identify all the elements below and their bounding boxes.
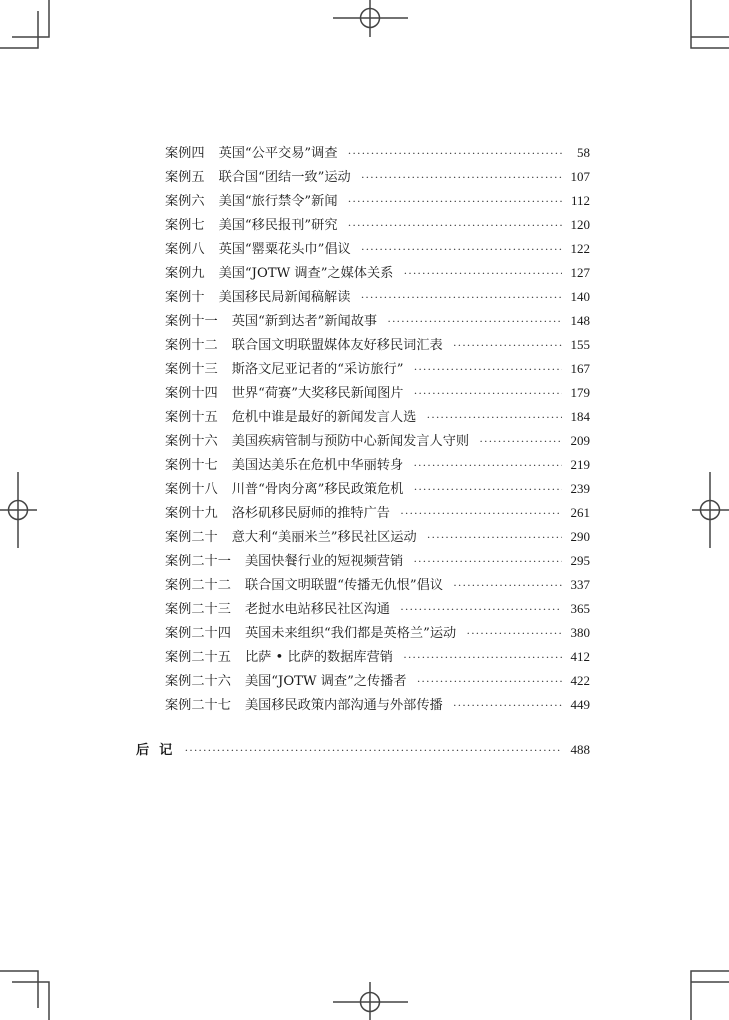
case-number: 案例八 (165, 242, 205, 257)
toc-entry[interactable] (165, 357, 590, 381)
page-number: 365 (570, 601, 590, 616)
toc-entry[interactable] (165, 693, 590, 717)
toc-entry[interactable] (165, 645, 590, 669)
page-number: 184 (570, 409, 590, 424)
page-number: 412 (570, 649, 590, 664)
dot-leader (184, 738, 562, 762)
case-number: 案例十 (165, 290, 205, 305)
dot-leader (426, 405, 562, 429)
case-number: 案例十五 (165, 410, 218, 425)
dot-leader (348, 213, 562, 237)
page-number: 148 (570, 313, 590, 328)
toc-entry[interactable] (165, 405, 590, 429)
page-number: 155 (570, 337, 590, 352)
dot-leader (417, 669, 562, 693)
page-number: 449 (570, 697, 590, 712)
case-title: 美国“移民报刊”研究 (218, 218, 338, 233)
toc-entry[interactable] (165, 237, 590, 261)
dot-leader (466, 621, 562, 645)
dot-leader (427, 525, 562, 549)
page-number: 58 (577, 145, 590, 160)
case-title: 美国快餐行业的短视频营销 (244, 554, 404, 569)
page-number: 209 (570, 433, 590, 448)
case-number: 案例二十六 (165, 674, 231, 689)
toc-entry[interactable] (165, 429, 590, 453)
toc-entry[interactable] (165, 573, 590, 597)
case-title: 斯洛文尼亚记者的“采访旅行” (231, 362, 404, 377)
case-number: 案例十六 (165, 434, 218, 449)
case-title: 世界“荷赛”大奖移民新闻图片 (231, 386, 404, 401)
dot-leader (400, 501, 562, 525)
case-title: 危机中谁是最好的新闻发言人选 (231, 410, 417, 425)
case-number: 案例九 (165, 266, 205, 281)
case-number: 案例七 (165, 218, 205, 233)
case-title: 洛杉矶移民厨师的推特广告 (231, 506, 390, 521)
case-title: 英国“罂粟花头巾”倡议 (218, 242, 351, 257)
case-title: 美国疾病管制与预防中心新闻发言人守则 (231, 434, 470, 449)
case-number: 案例四 (165, 146, 205, 161)
toc-entry[interactable] (165, 165, 590, 189)
dot-leader (400, 597, 562, 621)
case-title: 意大利“美丽米兰”移民社区运动 (231, 530, 417, 545)
case-title: 比萨 • 比萨的数据库营销 (244, 650, 393, 665)
dot-leader (453, 333, 562, 357)
case-title: 美国“旅行禁令”新闻 (218, 194, 338, 209)
toc-entry[interactable] (165, 141, 590, 165)
toc-entry[interactable] (165, 381, 590, 405)
case-title: 英国“公平交易”调查 (218, 146, 338, 161)
page-number: 488 (570, 742, 590, 757)
toc-entry-afterword[interactable] (136, 738, 590, 763)
dot-leader (387, 309, 562, 333)
dot-leader (413, 477, 562, 501)
case-number: 案例二十一 (165, 554, 231, 569)
page-number: 422 (570, 673, 590, 688)
case-title: 美国移民政策内部沟通与外部传播 (244, 698, 443, 713)
case-number: 案例六 (165, 194, 205, 209)
toc-entry[interactable] (165, 261, 590, 285)
page-number: 127 (570, 265, 590, 280)
toc-entry[interactable] (165, 285, 590, 309)
case-title: 联合国文明联盟媒体友好移民词汇表 (231, 338, 443, 353)
case-number: 案例十二 (165, 338, 218, 353)
dot-leader (453, 693, 562, 717)
dot-leader (361, 237, 562, 261)
dot-leader (348, 189, 562, 213)
dot-leader (403, 645, 562, 669)
page-number: 337 (570, 577, 590, 592)
dot-leader (479, 429, 562, 453)
case-title: 联合国“团结一致”运动 (218, 170, 351, 185)
case-title: 英国未来组织“我们都是英格兰”运动 (244, 626, 457, 641)
case-number: 案例二十七 (165, 698, 231, 713)
case-number: 案例十七 (165, 458, 218, 473)
toc-entry[interactable] (165, 213, 590, 237)
case-number: 案例二十 (165, 530, 218, 545)
page-number: 239 (570, 481, 590, 496)
page-number: 140 (570, 289, 590, 304)
page-number: 179 (570, 385, 590, 400)
page-number: 295 (570, 553, 590, 568)
dot-leader (413, 381, 562, 405)
case-number: 案例十四 (165, 386, 218, 401)
page-number: 107 (570, 169, 590, 184)
case-number: 案例十一 (165, 314, 218, 329)
case-number: 案例十八 (165, 482, 218, 497)
dot-leader (403, 261, 562, 285)
dot-leader (348, 141, 562, 165)
toc-entry[interactable] (165, 453, 590, 477)
case-number: 案例二十四 (165, 626, 231, 641)
case-title: 联合国文明联盟“传播无仇恨”倡议 (244, 578, 444, 593)
case-title: 美国“JOTW 调查”之传播者 (244, 674, 407, 689)
toc-entry[interactable] (165, 597, 590, 621)
page-number: 290 (570, 529, 590, 544)
toc-entry[interactable] (165, 309, 590, 333)
case-title: 川普“骨肉分离”移民政策危机 (231, 482, 404, 497)
toc-entry[interactable] (165, 669, 590, 693)
toc-entry[interactable] (165, 189, 590, 213)
crop-mark-top-left-icon (12, 0, 49, 37)
dot-leader (361, 165, 562, 189)
dot-leader (413, 549, 562, 573)
toc-entry[interactable] (165, 501, 590, 525)
toc-entry[interactable] (165, 477, 590, 501)
page-number: 219 (570, 457, 590, 472)
page-number: 120 (570, 217, 590, 232)
case-title: 美国移民局新闻稿解读 (218, 290, 351, 305)
page-number: 112 (570, 193, 590, 208)
page-number: 122 (570, 241, 590, 256)
page-number: 167 (570, 361, 590, 376)
toc-entry[interactable] (165, 549, 590, 573)
page-number: 380 (570, 625, 590, 640)
case-number: 案例十九 (165, 506, 218, 521)
case-number: 案例二十三 (165, 602, 231, 617)
page-number: 261 (570, 505, 590, 520)
toc-entry[interactable] (165, 621, 590, 645)
toc-entry[interactable] (165, 333, 590, 357)
case-title: 老挝水电站移民社区沟通 (244, 602, 390, 617)
dot-leader (413, 357, 562, 381)
case-number: 案例二十二 (165, 578, 231, 593)
dot-leader (413, 453, 562, 477)
table-of-contents (165, 141, 590, 717)
case-title: 英国“新到达者”新闻故事 (231, 314, 378, 329)
toc-entry[interactable] (165, 525, 590, 549)
case-number: 案例十三 (165, 362, 218, 377)
afterword-title: 后记 (136, 743, 183, 758)
case-number: 案例五 (165, 170, 205, 185)
dot-leader (453, 573, 562, 597)
case-title: 美国达美乐在危机中华丽转身 (231, 458, 404, 473)
case-number: 案例二十五 (165, 650, 231, 665)
dot-leader (360, 285, 562, 309)
case-title: 美国“JOTW 调查”之媒体关系 (218, 266, 394, 281)
